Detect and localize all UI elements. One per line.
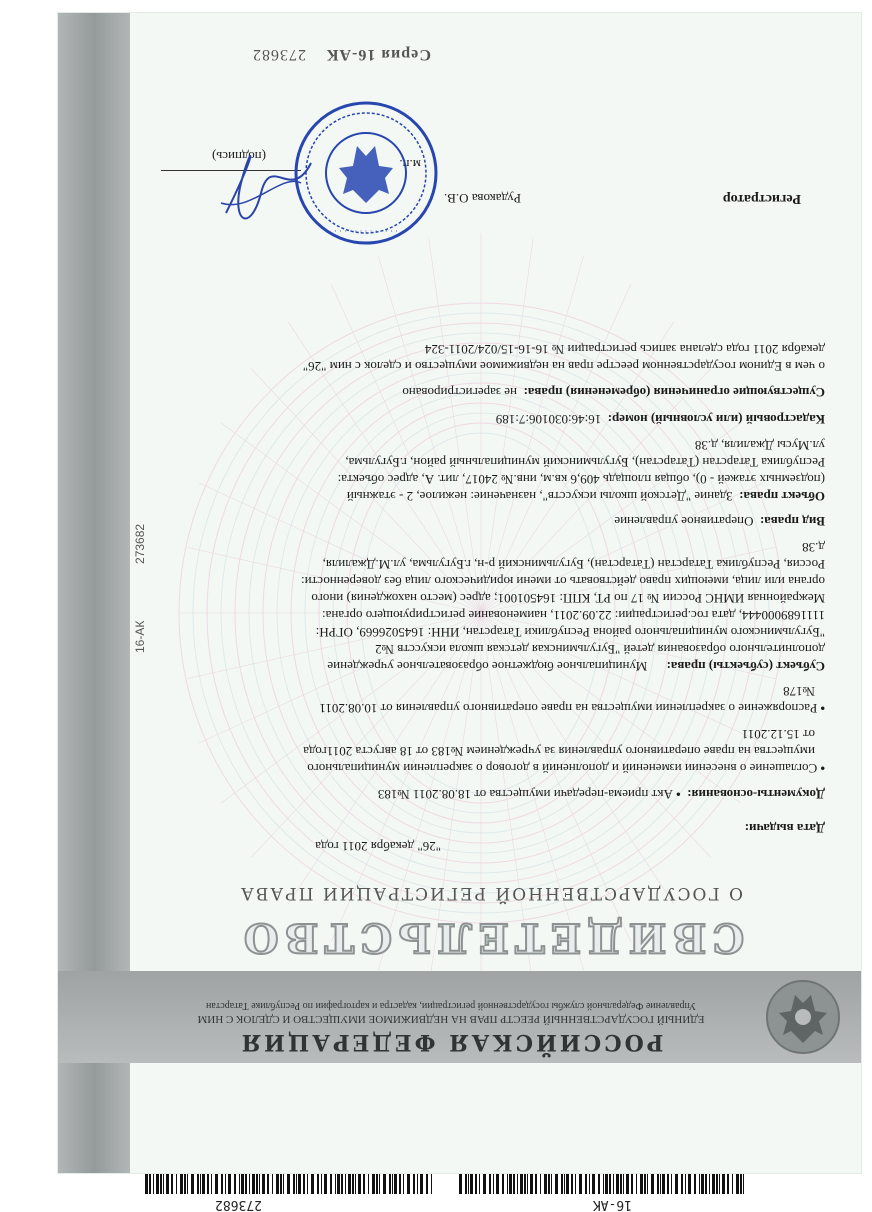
document-title: СВИДЕТЕЛЬСТВО	[237, 914, 745, 961]
side-serial-series: 16-АК	[133, 620, 147, 653]
basis-label: Документы-основания:	[687, 787, 825, 802]
object-line-4: ул.Мусы Джалиля, д.38	[694, 438, 825, 453]
restrictions-value: не зарегистрировано	[402, 385, 518, 400]
basis-line-1: Документы-основания: • Акт приема-передачи имущества от 18.08.2011 №183	[377, 787, 825, 802]
header-band	[58, 971, 861, 1063]
document-subtitle: О ГОСУДАРСТВЕННОЙ РЕГИСТРАЦИИ ПРАВА	[239, 883, 743, 903]
basis-item-2: Соглашение о внесении изменений и дополнений в договор о закреплении муниципального	[307, 761, 818, 776]
subject-line-3: "Бугульминского муниципального района Республики Татарстан, ИНН: 1645026669, ОГРН:	[315, 625, 825, 640]
side-serial	[133, 513, 147, 653]
header-title: РОССИЙСКАЯ ФЕДЕРАЦИЯ	[238, 1029, 664, 1055]
basis-line-2: • Соглашение о внесении изменений и дополнений в договор о закреплении муниципального	[307, 761, 825, 776]
right-type-label: Вид права:	[759, 514, 825, 529]
svg-text:· · · · · · · · · · · · ·: · · · · · · · · · · · · ·	[334, 226, 398, 235]
registrar-label: Регистратор	[722, 191, 801, 206]
subject-line-6: органа или лица, имеющих право действовать от имени юридического лица без доверенности:	[301, 574, 825, 589]
right-type	[614, 513, 825, 530]
registry-line-1: о чем в Едином государственном реестре прав на недвижимое имущество и сделок с ним "26"	[302, 359, 825, 374]
restrictions-label: Существующие ограничения (обременения) права:	[523, 385, 825, 400]
object-line-3: Республика Татарстан (Татарстан), Бугульминский муниципальный район, г.Бугульма,	[345, 455, 825, 470]
issue-date-value: "26" декабря 2011 года	[315, 839, 441, 854]
subject-line-2: дополнительного образования детей "Бугульминская детская школа искусств №2	[375, 642, 825, 657]
right-type-value: Оперативное управление	[614, 514, 754, 529]
barcode-left-number: 16-АК	[592, 1197, 632, 1212]
coat-of-arms-icon	[763, 977, 843, 1057]
basis-line-3: • Распоряжение о закреплении имущества на праве оперативного управления от 10.08.2011	[319, 701, 825, 716]
object-label: Объект права:	[739, 489, 825, 504]
issue-date	[745, 820, 825, 837]
issue-date-label: Дата выдачи:	[744, 821, 825, 836]
series-label: Серия 16-АК	[325, 46, 431, 63]
basis-item-2-date: от 15.12.2011	[741, 727, 815, 742]
header-text	[151, 971, 751, 1063]
barcode-right-number: 273682	[215, 1197, 262, 1212]
basis-item-3-number: №178	[783, 684, 815, 699]
stamp-mp: м.п.	[399, 157, 421, 172]
restrictions	[402, 384, 825, 401]
signature-caption: (подпись)	[212, 149, 266, 164]
series-number: 273682	[252, 46, 306, 63]
basis-item-1: Акт приема-передачи имущества от 18.08.2011 №183	[377, 787, 673, 802]
cadastral-value: 16:46:030106:7:189	[495, 412, 602, 427]
certificate-sheet	[57, 12, 862, 1174]
subject-line-5: Межрайонная ИМНС России № 17 по РТ, КПП: 164501001; адрес (место нахождения) иного	[311, 591, 825, 606]
object-line-2: (подземных этажей - 0), общая площадь 409,6 кв.м, инв.№ 24017, лит. А, адрес объекта:	[337, 472, 825, 487]
object-line-1: Объект права: Здание "Детской школы искусств", назначение: нежилое, 2 - этажный	[346, 489, 825, 504]
signature-icon	[211, 133, 321, 243]
header-subtitle-authority: Управление Федеральной службы государственной регистрации, кадастра и картографии по Республике Татарстан	[205, 1000, 697, 1011]
side-serial-number: 273682	[133, 523, 147, 564]
subject-line-4: 1111689000444, дата гос.регистрации: 22.09.2011, наименование регистрирующего органа:	[322, 608, 825, 623]
subject-label: Субъект (субъекты) права:	[666, 659, 825, 674]
subject-line-7: Россия, Республика Татарстан (Татарстан), Бугульминский р-н, г.Бугульма, ул.М.Джалиля,	[322, 557, 825, 572]
header-subtitle-registry: ЕДИНЫЙ ГОСУДАРСТВЕННЫЙ РЕЕСТР ПРАВ НА НЕДВИЖИМОЕ ИМУЩЕСТВО И СДЕЛОК С НИМ	[197, 1013, 705, 1025]
subject-line-8: д.38	[802, 540, 825, 555]
registrar-name: Рудакова О.В.	[444, 191, 521, 206]
cadastral-label: Кадастровый (или условный) номер:	[607, 412, 825, 427]
cadastral-number	[496, 411, 825, 428]
basis-item-3: Распоряжение о закреплении имущества на праве оперативного управления от 10.08.2011	[319, 701, 818, 716]
registry-line-2: декабря 2011 года сделана запись регистрации № 16-16-15/024/2011-324	[424, 342, 825, 357]
subject-line-1: Субъект (субъекты) права: Муниципальное бюджетное образовательное учреждение	[327, 659, 825, 674]
basis-item-2-cont: имущества на праве оперативного управления за учреждением №183 от 18 августа 2011года	[303, 744, 815, 759]
